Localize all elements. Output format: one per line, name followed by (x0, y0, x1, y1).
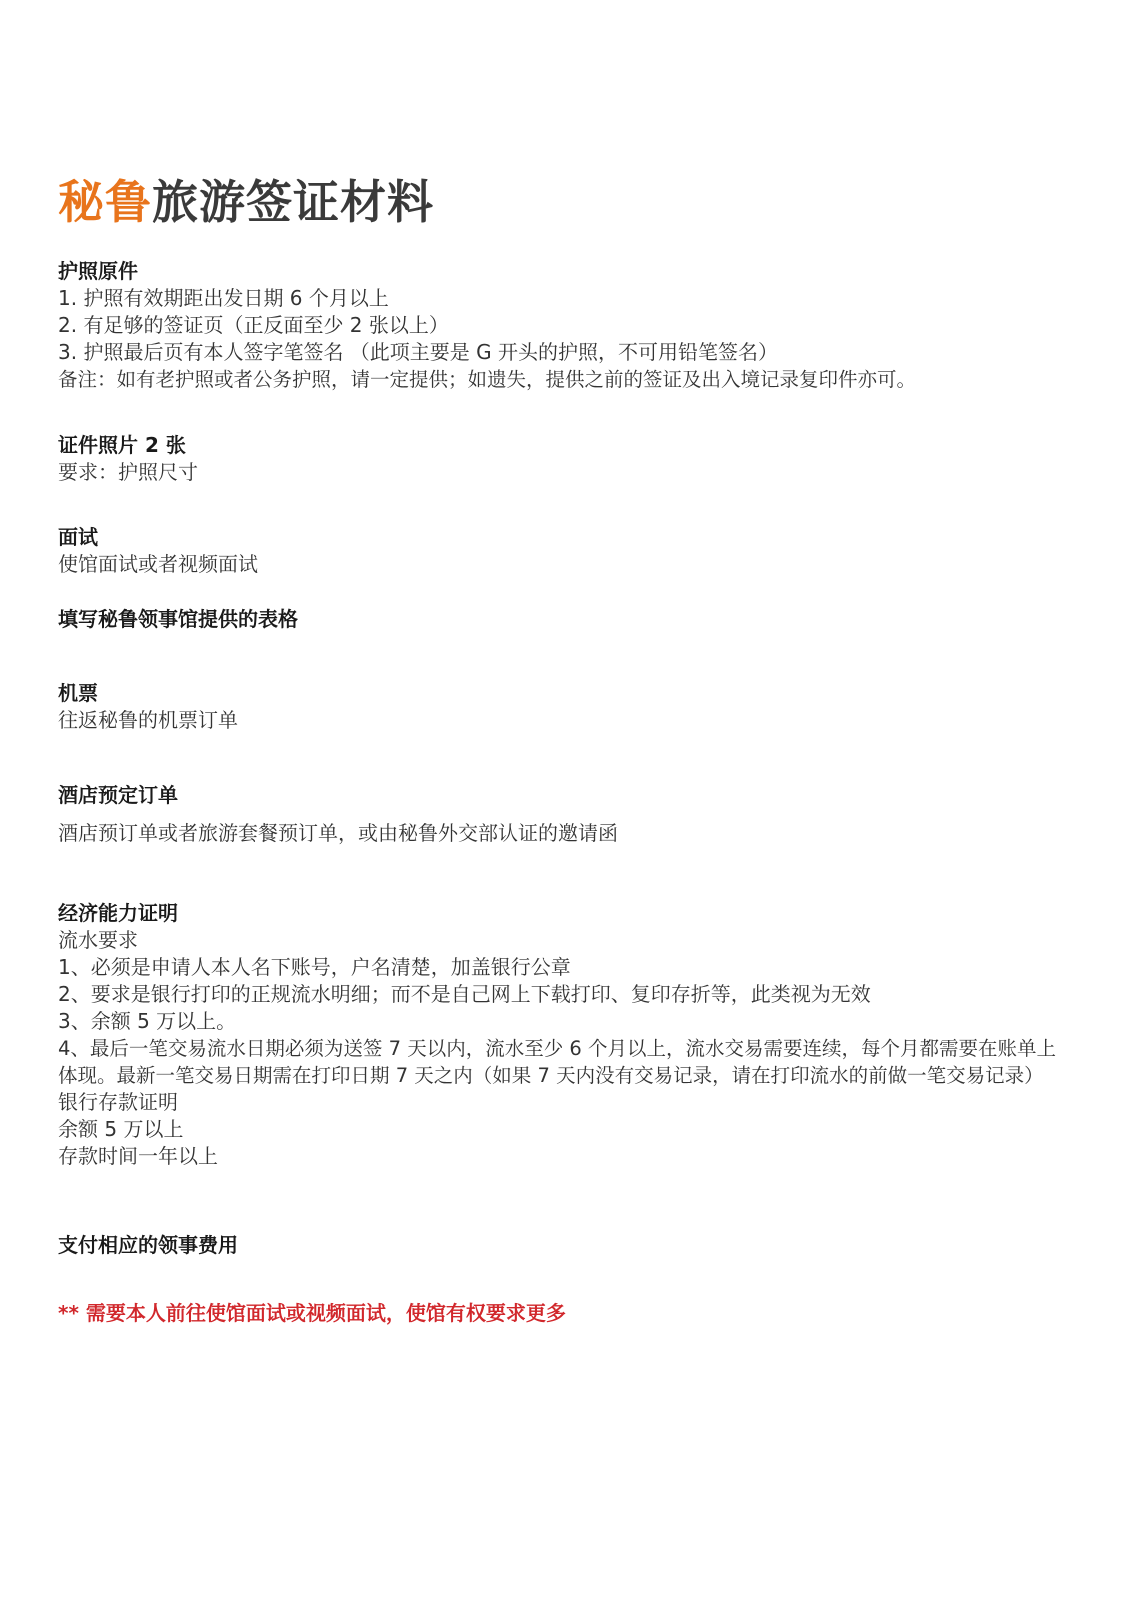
section-line: 余额 5 万以上 (58, 1117, 184, 1141)
section-finance (58, 900, 1068, 1170)
section-line: 流水要求 (58, 928, 138, 952)
section-form (58, 606, 1068, 633)
title-rest: 旅游签证材料 (152, 175, 434, 229)
section-line: 使馆面试或者视频面试 (58, 552, 258, 576)
section-heading: 证件照片 2 张 (58, 433, 186, 457)
section-heading: 支付相应的领事费用 (58, 1233, 238, 1257)
section-heading: 酒店预定订单 (58, 783, 178, 807)
section-heading: 面试 (58, 525, 98, 549)
page-title (58, 172, 434, 232)
section-hotel (58, 782, 1068, 847)
section-interview (58, 524, 1068, 578)
title-accent: 秘鲁 (58, 175, 152, 229)
section-line: 1、必须是申请人本人名下账号，户名清楚，加盖银行公章 (58, 955, 571, 979)
section-fee (58, 1232, 1068, 1259)
section-line: 1. 护照有效期距出发日期 6 个月以上 (58, 286, 389, 310)
section-line: 备注：如有老护照或者公务护照，请一定提供；如遗失，提供之前的签证及出入境记录复印件亦可。 (58, 368, 917, 391)
section-line: 存款时间一年以上 (58, 1144, 218, 1168)
section-heading: 护照原件 (58, 259, 138, 283)
section-line: 2. 有足够的签证页（正反面至少 2 张以上） (58, 313, 449, 337)
warning-note (58, 1300, 1068, 1327)
section-line: 3. 护照最后页有本人签字笔签名 （此项主要是 G 开头的护照，不可用铅笔签名） (58, 340, 779, 364)
section-heading: 填写秘鲁领事馆提供的表格 (58, 607, 298, 631)
warning-text: ** 需要本人前往使馆面试或视频面试，使馆有权要求更多 (58, 1301, 566, 1325)
section-ticket (58, 680, 1068, 734)
section-line: 3、余额 5 万以上。 (58, 1009, 237, 1033)
section-heading: 机票 (58, 681, 98, 705)
section-line: 银行存款证明 (58, 1090, 178, 1114)
section-heading: 经济能力证明 (58, 901, 178, 925)
section-line: 2、要求是银行打印的正规流水明细；而不是自己网上下载打印、复印存折等，此类视为无效 (58, 982, 871, 1006)
section-line: 要求：护照尺寸 (58, 460, 198, 484)
section-line: 酒店预订单或者旅游套餐预订单，或由秘鲁外交部认证的邀请函 (58, 821, 618, 845)
section-line: 4、最后一笔交易流水日期必须为送签 7 天以内，流水至少 6 个月以上，流水交易需要连续，每个月都需要在账单上体现。最新一笔交易日期需在打印日期 7 天之内（如果 7 天内没有交易记录，请在打印流水的前做一笔交易记录） (58, 1037, 1057, 1087)
section-photo (58, 432, 1068, 486)
section-passport (58, 258, 1068, 393)
section-line: 往返秘鲁的机票订单 (58, 708, 238, 732)
